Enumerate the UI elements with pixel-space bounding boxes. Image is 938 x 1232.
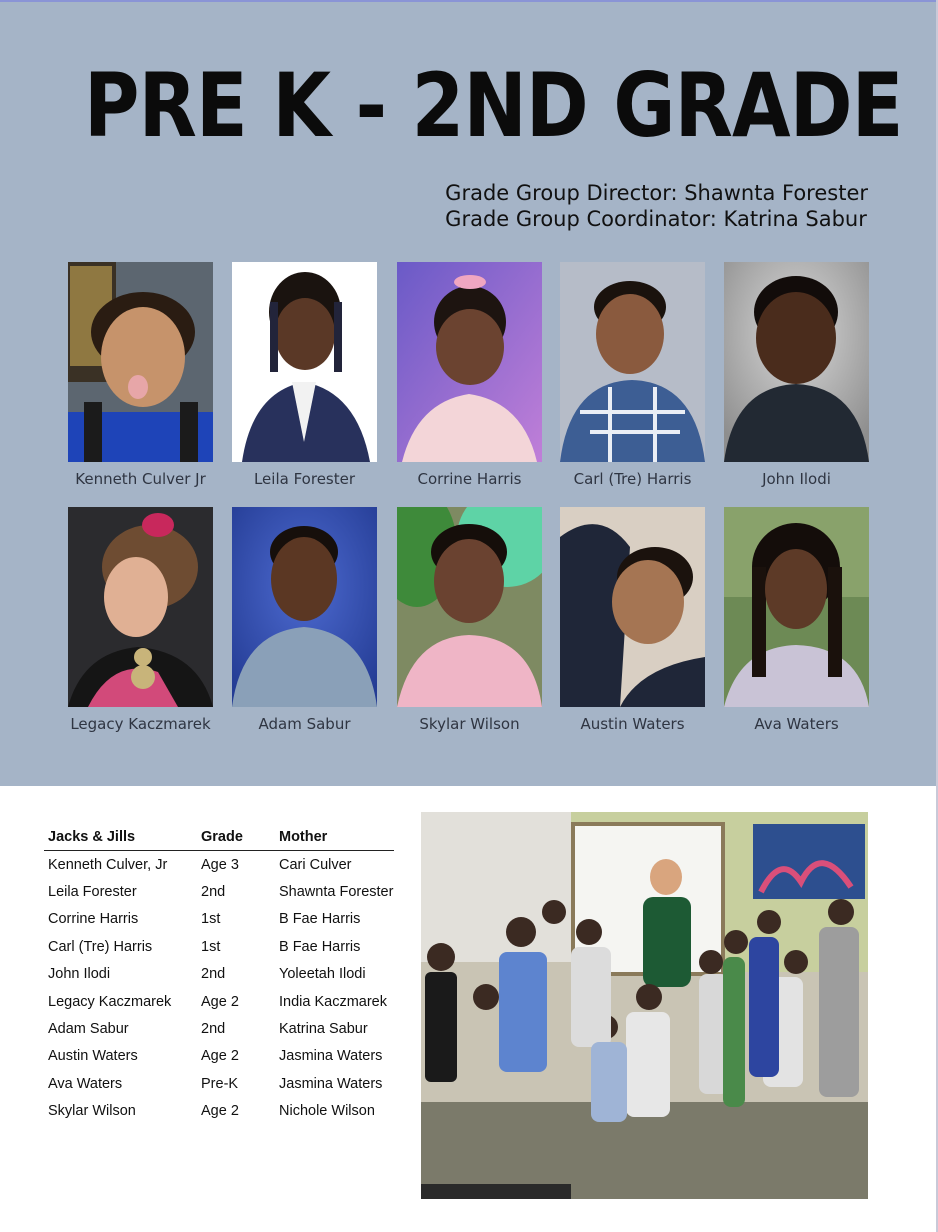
cell-name: Corrine Harris <box>48 911 139 928</box>
cell-name: Adam Sabur <box>48 1021 129 1038</box>
cell-grade: Age 3 <box>201 856 239 873</box>
table-row <box>44 1015 394 1042</box>
cell-grade: 2nd <box>201 1021 226 1038</box>
portrait-card <box>232 507 377 733</box>
coordinator-line: Grade Group Coordinator: Katrina Sabur <box>445 207 867 231</box>
table-row <box>44 1070 394 1097</box>
portrait-photo <box>724 507 869 707</box>
portrait-card <box>560 507 705 733</box>
portrait-card <box>397 262 542 488</box>
portrait-card <box>397 507 542 733</box>
portrait-name: Legacy Kaczmarek <box>70 715 211 733</box>
cell-grade: 2nd <box>201 884 226 901</box>
portrait-photo <box>397 507 542 707</box>
table-row <box>44 906 394 933</box>
cell-mother: Nichole Wilson <box>279 1103 375 1120</box>
portrait-name: John Ilodi <box>762 470 831 488</box>
roster-table <box>44 828 394 1125</box>
cell-mother: Cari Culver <box>279 856 352 873</box>
cell-name: Legacy Kaczmarek <box>48 993 172 1010</box>
portrait-photo <box>68 507 213 707</box>
table-header-row <box>44 828 394 851</box>
portrait-photo <box>232 507 377 707</box>
portrait-photo <box>560 507 705 707</box>
cell-mother: Shawnta Forester <box>279 884 394 901</box>
portrait-name: Corrine Harris <box>417 470 522 488</box>
cell-name: Austin Waters <box>48 1048 138 1065</box>
column-header: Jacks & Jills <box>44 828 197 851</box>
portrait-photo <box>397 262 542 462</box>
cell-name: Leila Forester <box>48 884 137 901</box>
portrait-photo <box>724 262 869 462</box>
portrait-name: Skylar Wilson <box>419 715 520 733</box>
director-line: Grade Group Director: Shawnta Forester <box>445 181 868 205</box>
cell-grade: 1st <box>201 938 221 955</box>
cell-name: Kenneth Culver, Jr <box>48 856 168 873</box>
portrait-name: Kenneth Culver Jr <box>75 470 206 488</box>
table-row <box>44 988 394 1015</box>
portrait-card <box>724 507 869 733</box>
cell-grade: Age 2 <box>201 1103 239 1120</box>
table-row <box>44 878 394 905</box>
table-row <box>44 1043 394 1070</box>
portrait-photo <box>560 262 705 462</box>
portrait-name: Leila Forester <box>253 470 356 488</box>
cell-name: Skylar Wilson <box>48 1103 136 1120</box>
cell-grade: Pre-K <box>201 1075 239 1092</box>
portrait-card <box>724 262 869 488</box>
portrait-photo <box>232 262 377 462</box>
cell-grade: Age 2 <box>201 1048 239 1065</box>
credits <box>445 180 868 232</box>
portrait-card <box>560 262 705 488</box>
table-row <box>44 961 394 988</box>
portrait-card <box>68 262 213 488</box>
portrait-name: Austin Waters <box>580 715 685 733</box>
cell-name: Carl (Tre) Harris <box>48 938 153 955</box>
column-header: Mother <box>275 828 394 851</box>
portrait-photo <box>68 262 213 462</box>
cell-grade: 2nd <box>201 966 226 983</box>
portrait-name: Ava Waters <box>754 715 839 733</box>
cell-mother: India Kaczmarek <box>279 993 387 1010</box>
cell-mother: B Fae Harris <box>279 911 361 928</box>
cell-grade: Age 2 <box>201 993 239 1010</box>
cell-mother: Jasmina Waters <box>279 1075 383 1092</box>
column-header: Grade <box>197 828 275 851</box>
cell-mother: Jasmina Waters <box>279 1048 383 1065</box>
cell-mother: Yoleetah Ilodi <box>279 966 366 983</box>
table-row <box>44 851 394 879</box>
cell-name: Ava Waters <box>48 1075 123 1092</box>
table-row <box>44 1098 394 1125</box>
portrait-name: Carl (Tre) Harris <box>573 470 692 488</box>
cell-mother: Katrina Sabur <box>279 1021 368 1038</box>
page-title: PRE K - 2ND GRADE <box>84 54 903 157</box>
group-photo <box>421 812 868 1199</box>
cell-name: John Ilodi <box>48 966 111 983</box>
portrait-name: Adam Sabur <box>258 715 351 733</box>
cell-mother: B Fae Harris <box>279 938 361 955</box>
cell-grade: 1st <box>201 911 221 928</box>
portrait-card <box>232 262 377 488</box>
table-row <box>44 933 394 960</box>
portrait-card <box>68 507 213 733</box>
